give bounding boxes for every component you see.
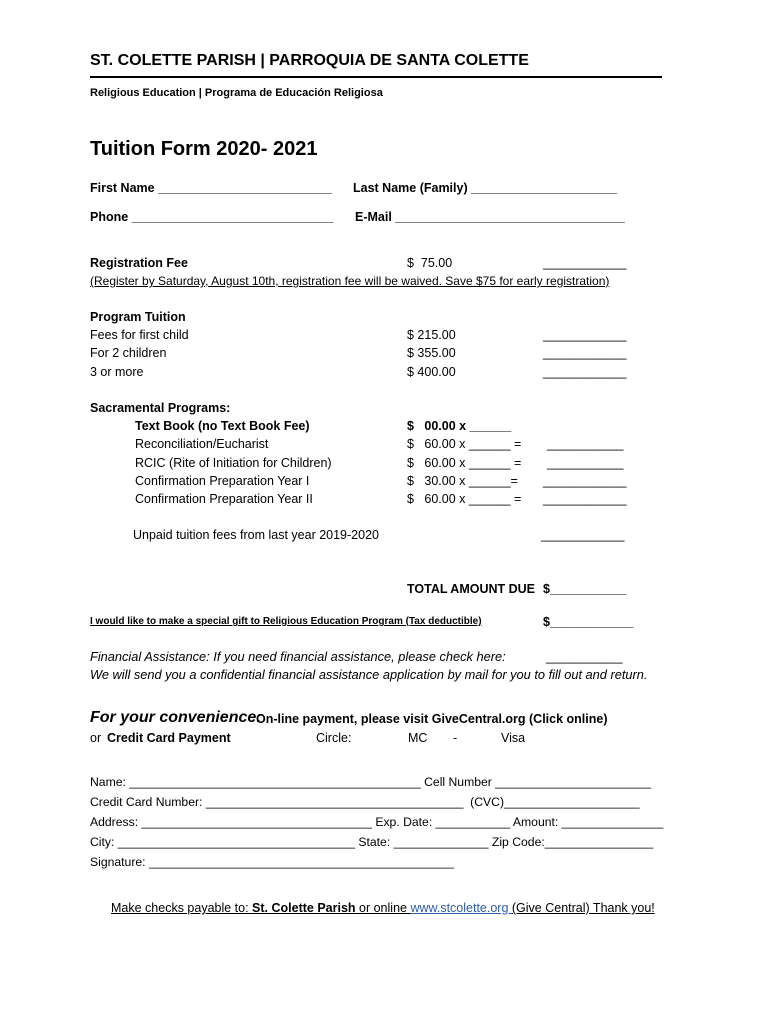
sacramental-row-amount[interactable]: $ 60.00 x ______ = <box>407 492 522 506</box>
tuition-row-label: 3 or more <box>90 365 144 379</box>
tuition-row-blank[interactable]: ____________ <box>543 365 627 379</box>
form-title: Tuition Form 2020- 2021 <box>90 138 318 160</box>
sacramental-row-label: Text Book (no Text Book Fee) <box>135 419 310 433</box>
sacramental-row-label: Confirmation Preparation Year II <box>135 492 313 506</box>
special-gift-blank[interactable]: $____________ <box>543 615 634 629</box>
sacramental-row-label: Reconciliation/Eucharist <box>135 437 269 451</box>
tuition-row-amount: $ 355.00 <box>407 346 456 360</box>
circle-label: Circle: <box>316 731 352 745</box>
unpaid-tuition-blank[interactable]: ____________ <box>541 528 625 542</box>
cardholder-name-field[interactable]: Name: ___________________________________________ Cell Number _______________________ <box>90 775 652 789</box>
convenience-heading: For your convenience: <box>90 709 262 726</box>
email-field[interactable]: E-Mail _________________________________ <box>355 210 625 224</box>
parish-title: ST. COLETTE PARISH | PARROQUIA DE SANTA COLETTE <box>90 52 529 69</box>
program-subtitle: Religious Education | Programa de Educación Religiosa <box>90 87 383 99</box>
tuition-row-label: For 2 children <box>90 346 167 360</box>
sacramental-row-amount[interactable]: $ 30.00 x ______= <box>407 474 518 488</box>
footer-prefix: Make checks payable to: <box>111 901 253 915</box>
registration-fee-label: Registration Fee <box>90 256 188 270</box>
sacramental-heading: Sacramental Programs: <box>90 401 231 415</box>
mc-option[interactable]: MC <box>408 731 428 745</box>
last-name-field[interactable]: Last Name (Family) _____________________ <box>353 181 618 195</box>
tuition-row-blank[interactable]: ____________ <box>543 346 627 360</box>
total-blank[interactable]: $___________ <box>543 582 627 596</box>
credit-card-label: Credit Card Payment <box>107 731 231 745</box>
sacramental-row-label: RCIC (Rite of Initiation for Children) <box>135 456 332 470</box>
footer-suffix: (Give Central) Thank you! <box>511 901 655 915</box>
sacramental-row-label: Confirmation Preparation Year I <box>135 474 310 488</box>
footer-payee: St. Colette Parish <box>252 901 356 915</box>
sacramental-row-blank[interactable]: ____________ <box>543 474 627 488</box>
first-name-field[interactable]: First Name _________________________ <box>90 181 332 195</box>
tuition-row-label: Fees for first child <box>90 328 189 342</box>
credit-card-number-field[interactable]: Credit Card Number: ______________________________________ (CVC)____________________ <box>90 795 640 809</box>
financial-assistance-checkbox[interactable]: ___________ <box>546 650 623 664</box>
signature-field[interactable]: Signature: _____________________________________________ <box>90 855 454 869</box>
option-separator: - <box>453 731 458 745</box>
sacramental-row-blank[interactable]: ___________ <box>547 456 624 470</box>
financial-assistance-line: Financial Assistance: If you need financial assistance, please check here: <box>90 649 506 664</box>
sacramental-row-amount[interactable]: $ 00.00 x ______ <box>407 419 512 433</box>
header-divider <box>90 76 662 78</box>
website-link[interactable]: www.stcolette.org <box>410 901 512 915</box>
unpaid-tuition-label: Unpaid tuition fees from last year 2019-2020 <box>133 528 379 542</box>
registration-fee-amount: $ 75.00 <box>407 256 453 270</box>
footer-note <box>111 902 655 915</box>
sacramental-row-blank[interactable]: ___________ <box>547 437 624 451</box>
visa-option[interactable]: Visa <box>501 731 526 745</box>
address-field[interactable]: Address: __________________________________ Exp. Date: ___________ Amount: _______________ <box>90 815 664 829</box>
footer-middle: or online <box>355 901 411 915</box>
sacramental-row-amount[interactable]: $ 60.00 x ______ = <box>407 437 522 451</box>
city-field[interactable]: City: ___________________________________ State: ______________ Zip Code:________________ <box>90 835 654 849</box>
online-payment-text: On-line payment, please visit GiveCentral.org (Click online) <box>256 712 608 726</box>
tuition-row-amount: $ 400.00 <box>407 365 456 379</box>
or-text: or <box>90 731 102 745</box>
sacramental-row-amount[interactable]: $ 60.00 x ______ = <box>407 456 522 470</box>
program-tuition-heading: Program Tuition <box>90 310 186 324</box>
tuition-row-blank[interactable]: ____________ <box>543 328 627 342</box>
total-label: TOTAL AMOUNT DUE <box>407 582 536 596</box>
registration-fee-blank[interactable]: ____________ <box>543 256 627 270</box>
financial-assistance-note: We will send you a confidential financial assistance application by mail for you to fill out and return. <box>90 667 648 682</box>
special-gift-label: I would like to make a special gift to Religious Education Program (Tax deductible) <box>90 616 482 627</box>
phone-field[interactable]: Phone _____________________________ <box>90 210 334 224</box>
registration-note: (Register by Saturday, August 10th, registration fee will be waived. Save $75 for early registration) <box>90 274 610 288</box>
tuition-row-amount: $ 215.00 <box>407 328 456 342</box>
sacramental-row-blank[interactable]: ____________ <box>543 492 627 506</box>
